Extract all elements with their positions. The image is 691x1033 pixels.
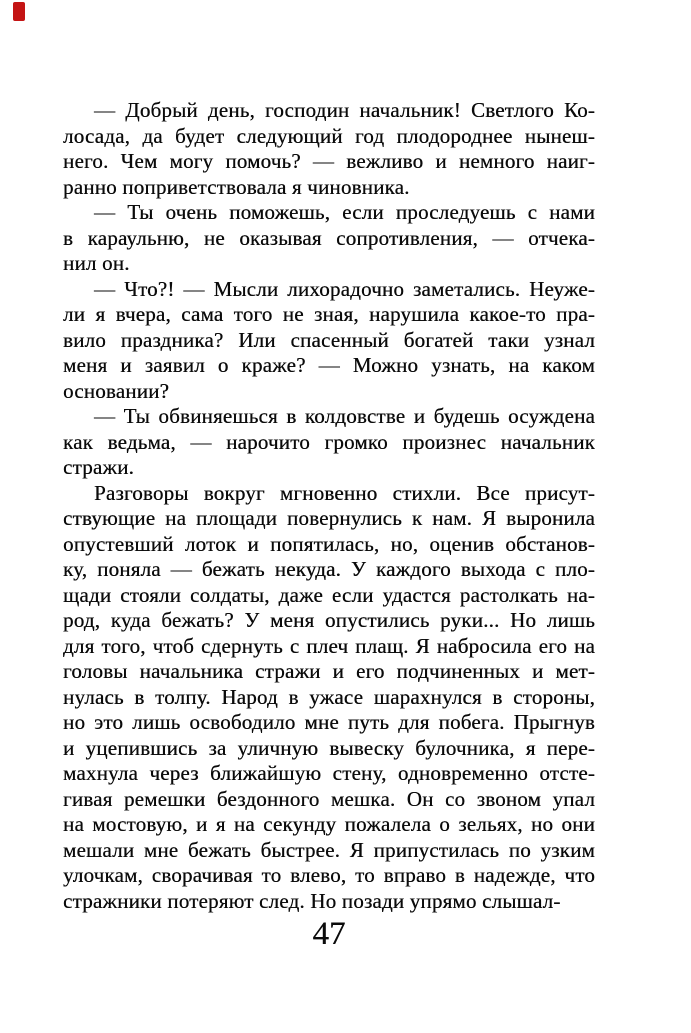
text-line: Разговоры вокруг мгновенно стихли. Все присут- xyxy=(94,480,595,505)
text-line: головы начальника стражи и его подчиненных и мет- xyxy=(63,659,595,683)
text-line: меня и заявил о краже? — Можно узнать, на каком xyxy=(63,353,595,377)
text-line: стражники потеряют след. Но позади упрямо слышал- xyxy=(63,888,561,913)
text-line: него. Чем могу помочь? — вежливо и немного наиг- xyxy=(63,149,595,173)
text-line: гивая ремешки бездонного мешка. Он со звоном упал xyxy=(63,786,595,811)
text-line: нулась в толпу. Народ в ужасе шарахнулся в стороны, xyxy=(63,684,595,709)
text-line: — Ты очень поможешь, если проследуешь с нами xyxy=(94,200,595,224)
text-line: ку, поняла — бежать некуда. У каждого выхода с пло- xyxy=(63,557,595,581)
text-line: ранно поприветствовала я чиновника. xyxy=(63,174,410,199)
text-line: род, куда бежать? У меня опустились руки... Но лишь xyxy=(63,608,595,632)
text-line: и уцепившись за уличную вывеску булочника, я пере- xyxy=(63,735,595,760)
text-line: — Ты обвиняешься в колдовстве и будешь осуждена xyxy=(94,404,595,428)
text-line: вило праздника? Или спасенный богатей таки узнал xyxy=(63,327,595,352)
text-line: для того, чтоб сдернуть с плеч плащ. Я набросила его на xyxy=(63,633,595,658)
text-line: щади стояли солдаты, даже если удастся растолкать на- xyxy=(63,582,595,607)
text-line: стражи. xyxy=(63,455,134,479)
text-line: ствующие на площади повернулись к нам. Я выронила xyxy=(63,506,595,530)
text-line: в караульню, не оказывая сопротивления, — отчека- xyxy=(63,225,595,250)
text-line: как ведьма, — нарочито громко произнес начальник xyxy=(63,429,595,454)
text-line: нил он. xyxy=(63,251,130,275)
text-line: — Добрый день, господин начальник! Светлого Ко- xyxy=(94,98,595,122)
text-block xyxy=(63,98,595,914)
text-line: махнула через ближайшую стену, одновременно отсте- xyxy=(63,761,595,785)
text-line: — Что?! — Мысли лихорадочно заметались. Неуже- xyxy=(94,276,595,301)
text-line: мешали мне бежать быстрее. Я припустилась по узким xyxy=(63,837,595,862)
text-line: но это лишь освободило мне путь для побега. Прыгнув xyxy=(63,710,595,734)
page-number: 47 xyxy=(312,916,346,952)
red-marker xyxy=(13,2,25,21)
text-line: лосада, да будет следующий год плодороднее нынеш- xyxy=(63,123,595,148)
text-line: основании? xyxy=(63,378,170,403)
text-line: опустевший лоток и попятилась, но, оценив обстанов- xyxy=(63,531,595,556)
text-line: улочкам, сворачивая то влево, то вправо в надежде, что xyxy=(63,863,595,887)
text-line: ли я вчера, сама того не зная, нарушила какое-то пра- xyxy=(63,302,595,326)
text-line: на мостовую, и я на секунду пожалела о зельях, но они xyxy=(63,812,595,836)
